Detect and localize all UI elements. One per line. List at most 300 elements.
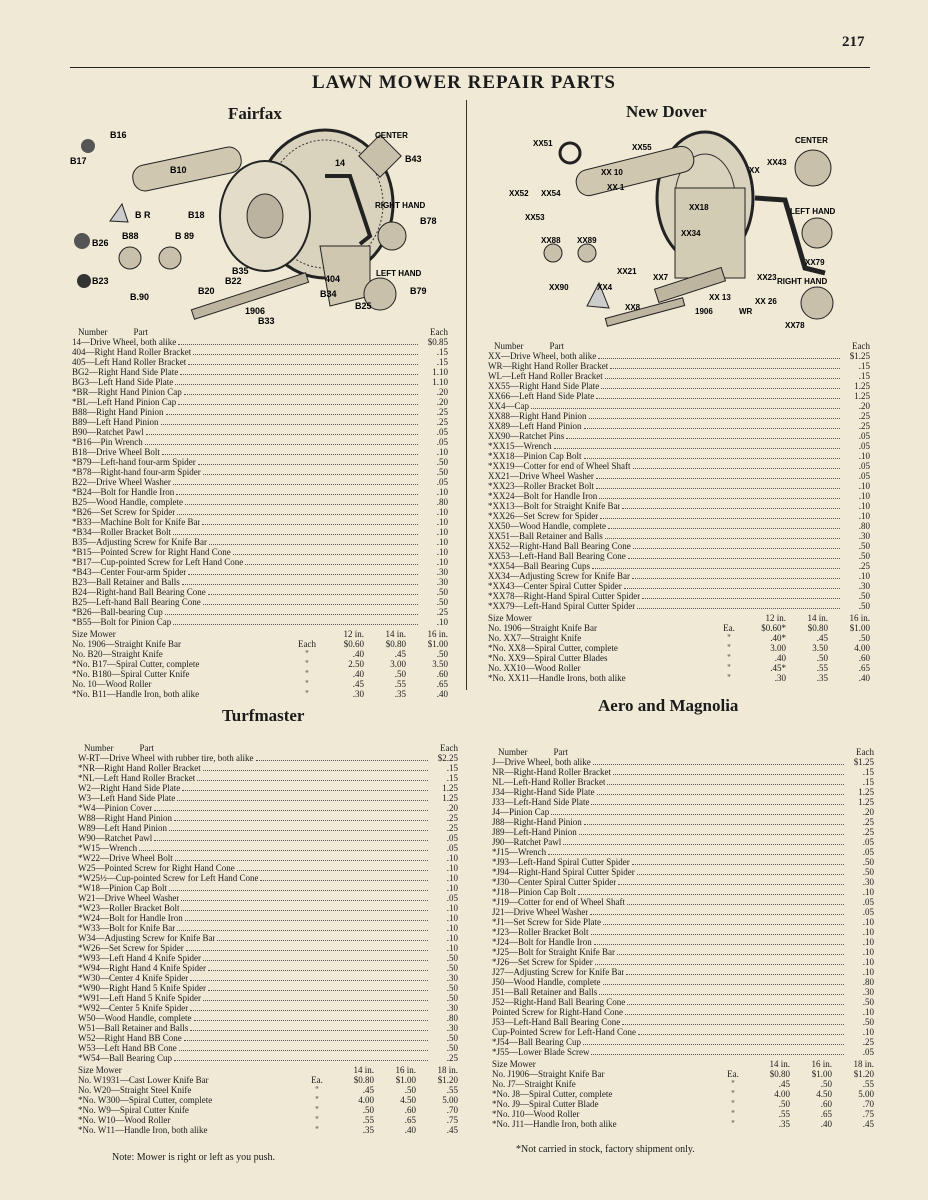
sized-price: 4.50 — [400, 1095, 416, 1105]
part-row — [78, 833, 458, 843]
leader-dots — [584, 817, 844, 825]
part-description: BG3—Left Hand Side Plate — [72, 377, 174, 387]
part-description: *BR—Right Hand Pinion Cap — [72, 387, 182, 397]
leader-dots — [146, 427, 418, 435]
part-price: .10 — [446, 933, 458, 943]
svg-text:RIGHT HAND: RIGHT HAND — [375, 201, 426, 210]
part-description: *J18—Pinion Cap Bolt — [492, 887, 577, 897]
part-description: *XX13—Bolt for Straight Knife Bar — [488, 501, 621, 511]
sized-price: .30 — [774, 673, 786, 683]
part-description: *W23—Roller Bracket Bolt — [78, 903, 180, 913]
part-description: *XX15—Wrench — [488, 441, 552, 451]
leader-dots — [245, 557, 418, 565]
part-row — [492, 907, 874, 917]
sized-price: .40 — [352, 649, 364, 659]
part-row — [488, 401, 870, 411]
part-price: .10 — [446, 883, 458, 893]
leader-dots — [178, 337, 418, 345]
part-price: .05 — [446, 893, 458, 903]
part-row — [492, 867, 874, 877]
part-price: .30 — [436, 567, 448, 577]
part-price: .10 — [862, 917, 874, 927]
fairfax-label-b16: B16 — [110, 130, 127, 140]
part-description: *B34—Roller Bracket Bolt — [72, 527, 171, 537]
part-row — [72, 597, 448, 607]
sized-price: .40 — [774, 653, 786, 663]
leader-dots — [237, 863, 428, 871]
part-description: *XX54—Ball Bearing Cups — [488, 561, 590, 571]
part-price: .25 — [436, 417, 448, 427]
unit: " — [315, 1115, 319, 1125]
part-description: B35—Adjusting Screw for Knife Bar — [72, 537, 207, 547]
header-number: Number — [494, 341, 524, 351]
leader-dots — [531, 401, 840, 409]
leader-dots — [180, 367, 418, 375]
sized-part-row — [492, 1119, 874, 1129]
size-column: 14 in. — [353, 1065, 374, 1075]
part-price: .15 — [862, 777, 874, 787]
sized-part-description: No. J7—Straight Knife — [492, 1079, 576, 1089]
leader-dots — [176, 487, 418, 495]
leader-dots — [596, 481, 840, 489]
leader-dots — [610, 361, 840, 369]
sized-part-description: *No. J10—Wood Roller — [492, 1109, 580, 1119]
part-price: .50 — [436, 587, 448, 597]
leader-dots — [600, 511, 840, 519]
part-row — [492, 967, 874, 977]
part-description: B88—Right Hand Pinion — [72, 407, 164, 417]
part-description: Cup-Pointed Screw for Left-Hand Cone — [492, 1027, 636, 1037]
sized-part-description: *No. XX9—Spiral Cutter Blades — [488, 653, 608, 663]
part-price: .05 — [436, 477, 448, 487]
part-price: .50 — [862, 997, 874, 1007]
part-description: XX—Drive Wheel, both alike — [488, 351, 597, 361]
part-price: .05 — [862, 837, 874, 847]
part-price: .25 — [862, 817, 874, 827]
sized-price: .55 — [446, 1085, 458, 1095]
leader-dots — [591, 797, 844, 805]
sized-price: $1.00 — [811, 1069, 832, 1079]
part-price: .10 — [858, 501, 870, 511]
leader-dots — [178, 397, 418, 405]
sized-price: $1.00 — [849, 623, 870, 633]
part-description: XX51—Ball Retainer and Balls — [488, 531, 603, 541]
unit: " — [315, 1095, 319, 1105]
sized-part-row — [78, 1075, 458, 1085]
leader-dots — [177, 923, 428, 931]
part-description: B90—Ratchet Pawl — [72, 427, 144, 437]
part-description: 404—Right Hand Roller Bracket — [72, 347, 192, 357]
leader-dots — [593, 757, 844, 765]
sized-part-row — [492, 1109, 874, 1119]
sized-part-description: No. J1906—Straight Knife Bar — [492, 1069, 605, 1079]
leader-dots — [598, 351, 840, 359]
leader-dots — [188, 567, 418, 575]
sized-part-row — [72, 679, 448, 689]
leader-dots — [607, 777, 844, 785]
part-row — [492, 1047, 874, 1057]
part-price: .10 — [436, 547, 448, 557]
part-description: *J15—Wrench — [492, 847, 547, 857]
part-price: .30 — [446, 1003, 458, 1013]
aero-magnolia-title: Aero and Magnolia — [598, 696, 739, 715]
part-price: .10 — [862, 927, 874, 937]
part-description: *W93—Left Hand 4 Knife Spider — [78, 953, 201, 963]
part-row — [72, 467, 448, 477]
part-row — [78, 1013, 458, 1023]
part-price: .05 — [446, 843, 458, 853]
leader-dots — [554, 441, 840, 449]
sized-part-row — [488, 673, 870, 683]
sized-part-description: *No. B11—Handle Iron, both alike — [72, 689, 200, 699]
sized-part-row — [72, 689, 448, 699]
sized-price: 3.50 — [812, 643, 828, 653]
part-price: .05 — [436, 427, 448, 437]
part-description: B89—Left Hand Pinion — [72, 417, 159, 427]
part-description: *W25½—Cup-pointed Screw for Left Hand Cone — [78, 873, 259, 883]
part-description: *B43—Center Four-arm Spider — [72, 567, 187, 577]
sized-part-description: *No. B17—Spiral Cutter, complete — [72, 659, 200, 669]
sized-price: .40 — [858, 673, 870, 683]
leader-dots — [599, 491, 840, 499]
sized-price: .65 — [858, 663, 870, 673]
part-row — [78, 753, 458, 763]
size-column: 12 in. — [765, 613, 786, 623]
sized-price: .40 — [820, 1119, 832, 1129]
svg-text:B23: B23 — [92, 276, 109, 286]
part-row — [72, 547, 448, 557]
part-description: W88—Right Hand Pinion — [78, 813, 172, 823]
part-price: .10 — [446, 943, 458, 953]
leader-dots — [632, 857, 844, 865]
leader-dots — [193, 347, 418, 355]
part-price: .10 — [858, 481, 870, 491]
part-row — [78, 853, 458, 863]
part-description: W51—Ball Retainer and Balls — [78, 1023, 189, 1033]
part-description: NR—Right-Hand Roller Bracket — [492, 767, 611, 777]
part-description: J89—Left-Hand Pinion — [492, 827, 577, 837]
part-row — [492, 877, 874, 887]
unit: " — [305, 669, 309, 679]
sized-part-description: *No. W300—Spiral Cutter, complete — [78, 1095, 213, 1105]
part-price: .05 — [858, 441, 870, 451]
unit: " — [315, 1125, 319, 1135]
part-price: .25 — [446, 1053, 458, 1063]
sized-price: $0.80 — [769, 1069, 790, 1079]
part-price: 1.25 — [442, 783, 458, 793]
svg-text:B33: B33 — [258, 316, 275, 326]
part-description: *W15—Wrench — [78, 843, 138, 853]
part-price: .05 — [858, 461, 870, 471]
part-row — [492, 857, 874, 867]
part-description: J50—Wood Handle, complete — [492, 977, 601, 987]
part-description: *B79—Left-hand four-arm Spider — [72, 457, 196, 467]
part-description: 405—Left Hand Roller Bracket — [72, 357, 187, 367]
part-description: XX90—Ratchet Pins — [488, 431, 565, 441]
part-description: *W24—Bolt for Handle Iron — [78, 913, 183, 923]
part-description: XX34—Adjusting Screw for Knife Bar — [488, 571, 630, 581]
part-description: *B33—Machine Bolt for Knife Bar — [72, 517, 201, 527]
page-title: LAWN MOWER REPAIR PARTS — [311, 72, 616, 93]
unit: " — [731, 1089, 735, 1099]
part-row — [72, 517, 448, 527]
leader-dots — [190, 973, 428, 981]
part-row — [72, 477, 448, 487]
unit: " — [727, 663, 731, 673]
svg-text:XX 1: XX 1 — [607, 183, 625, 192]
sized-price: .40 — [436, 689, 448, 699]
leader-dots — [173, 617, 418, 625]
leader-dots — [578, 887, 844, 895]
svg-text:CENTER: CENTER — [795, 136, 828, 145]
part-row — [492, 897, 874, 907]
header-each: Each — [856, 747, 874, 757]
size-label: Size Mower — [72, 629, 116, 639]
part-price: .15 — [862, 767, 874, 777]
part-description: B24—Right-hand Ball Bearing Cone — [72, 587, 206, 597]
leader-dots — [208, 587, 418, 595]
sized-price: $1.20 — [437, 1075, 458, 1085]
part-price: 1.25 — [858, 787, 874, 797]
part-price: .50 — [862, 867, 874, 877]
sized-price: .65 — [436, 679, 448, 689]
sized-price: .35 — [394, 689, 406, 699]
leader-dots — [177, 793, 428, 801]
sized-price: .55 — [816, 663, 828, 673]
part-description: XX89—Left Hand Pinion — [488, 421, 582, 431]
part-row — [492, 1037, 874, 1047]
part-row — [488, 441, 870, 451]
svg-text:WR: WR — [739, 307, 753, 316]
unit: Ea. — [723, 623, 735, 633]
leader-dots — [590, 907, 844, 915]
sized-price: .70 — [862, 1099, 874, 1109]
leader-dots — [217, 933, 428, 941]
svg-text:B R: B R — [135, 210, 151, 220]
part-description: W34—Adjusting Screw for Knife Bar — [78, 933, 216, 943]
part-description: *B55—Bolt for Pinion Cap — [72, 617, 172, 627]
leader-dots — [592, 561, 840, 569]
part-price: .15 — [436, 357, 448, 367]
part-description: *W33—Bolt for Knife Bar — [78, 923, 176, 933]
svg-text:XX21: XX21 — [617, 267, 637, 276]
svg-text:14: 14 — [335, 158, 346, 168]
svg-text:LEFT HAND: LEFT HAND — [790, 207, 836, 216]
part-row — [492, 887, 874, 897]
sized-price: .55 — [778, 1109, 790, 1119]
part-price: .05 — [858, 471, 870, 481]
part-row — [72, 557, 448, 567]
size-column: 14 in. — [769, 1059, 790, 1069]
part-row — [488, 481, 870, 491]
part-row — [492, 917, 874, 927]
part-row — [72, 357, 448, 367]
sized-part-description: *No. J8—Spiral Cutter, complete — [492, 1089, 613, 1099]
part-price: .10 — [446, 873, 458, 883]
part-price: .10 — [436, 527, 448, 537]
unit: " — [305, 649, 309, 659]
part-row — [492, 817, 874, 827]
part-row — [492, 1027, 874, 1037]
part-row — [72, 387, 448, 397]
part-price: .10 — [858, 511, 870, 521]
sized-price: .60 — [820, 1099, 832, 1109]
leader-dots — [603, 917, 844, 925]
svg-text:XX8: XX8 — [625, 303, 641, 312]
unit: " — [731, 1099, 735, 1109]
sized-price: .55 — [862, 1079, 874, 1089]
part-price: .30 — [446, 973, 458, 983]
leader-dots — [208, 983, 428, 991]
part-row — [488, 601, 870, 611]
leader-dots — [597, 787, 845, 795]
svg-text:B.90: B.90 — [130, 292, 150, 302]
unit: " — [305, 689, 309, 699]
part-row — [488, 561, 870, 571]
part-description: *J26—Set Screw for Spider — [492, 957, 593, 967]
part-price: .50 — [436, 457, 448, 467]
part-price: .10 — [436, 557, 448, 567]
part-row — [72, 567, 448, 577]
unit: " — [731, 1119, 735, 1129]
footnote-left: Note: Mower is right or left as you push. — [112, 1152, 276, 1163]
part-description: W2—Right Hand Side Plate — [78, 783, 181, 793]
part-description: *B16—Pin Wrench — [72, 437, 143, 447]
part-description: 14—Drive Wheel, both alike — [72, 337, 177, 347]
sized-price: .35 — [816, 673, 828, 683]
part-price: .10 — [436, 537, 448, 547]
sized-price: .50 — [778, 1099, 790, 1109]
leader-dots — [566, 431, 840, 439]
part-price: .25 — [858, 561, 870, 571]
part-price: .20 — [436, 397, 448, 407]
part-description: *NR—Right Hand Roller Bracket — [78, 763, 201, 773]
sized-price: .75 — [862, 1109, 874, 1119]
part-price: .50 — [862, 1017, 874, 1027]
part-description: *B78—Right-hand four-arm Spider — [72, 467, 201, 477]
leader-dots — [175, 853, 428, 861]
part-price: .10 — [862, 967, 874, 977]
part-row — [492, 807, 874, 817]
part-description: *B26—Set Screw for Spider — [72, 507, 176, 517]
svg-text:RIGHT HAND: RIGHT HAND — [777, 277, 828, 286]
part-price: .50 — [446, 1043, 458, 1053]
size-header — [488, 613, 870, 623]
sized-price: .65 — [404, 1115, 416, 1125]
part-description: J33—Left-Hand Side Plate — [492, 797, 590, 807]
part-price: .10 — [436, 487, 448, 497]
leader-dots — [169, 883, 428, 891]
sized-part-row — [78, 1115, 458, 1125]
header-part: Part — [133, 327, 148, 337]
part-price: $0.85 — [427, 337, 448, 347]
part-price: $1.25 — [849, 351, 870, 361]
sized-price: $0.80 — [385, 639, 406, 649]
sized-price: 3.00 — [770, 643, 786, 653]
part-row — [78, 773, 458, 783]
svg-text:B 89: B 89 — [175, 231, 195, 241]
part-description: XX53—Left-Hand Ball Bearing Cone — [488, 551, 626, 561]
sized-part-row — [488, 623, 870, 633]
sized-price: .60 — [436, 669, 448, 679]
part-row — [488, 371, 870, 381]
parts-header — [488, 341, 870, 351]
svg-text:XX7: XX7 — [653, 273, 669, 282]
leader-dots — [233, 547, 418, 555]
svg-text:XX54: XX54 — [541, 189, 561, 198]
part-description: *J30—Center Spiral Cutter Spider — [492, 877, 617, 887]
sized-price: $0.60* — [761, 623, 786, 633]
part-price: .10 — [858, 571, 870, 581]
sized-part-row — [488, 633, 870, 643]
svg-text:XX 10: XX 10 — [601, 168, 623, 177]
part-row — [78, 763, 458, 773]
leader-dots — [628, 551, 840, 559]
sized-price: 5.00 — [858, 1089, 874, 1099]
part-row — [488, 501, 870, 511]
leader-dots — [181, 893, 428, 901]
part-row — [78, 823, 458, 833]
part-description: *W92—Center 5 Knife Spider — [78, 1003, 189, 1013]
part-description: J53—Left-Hand Ball Bearing Cone — [492, 1017, 621, 1027]
leader-dots — [190, 1003, 428, 1011]
part-price: .10 — [436, 617, 448, 627]
leader-dots — [185, 497, 418, 505]
aero-magnolia-parts-list — [492, 747, 874, 1129]
part-description: W21—Drive Wheel Washer — [78, 893, 180, 903]
part-price: .15 — [446, 773, 458, 783]
part-price: .10 — [446, 913, 458, 923]
fairfax-parts-diagram — [70, 126, 450, 326]
part-price: .20 — [446, 803, 458, 813]
leader-dots — [633, 461, 840, 469]
sized-price: $0.60 — [343, 639, 364, 649]
size-column: 16 in. — [427, 629, 448, 639]
leader-dots — [162, 447, 418, 455]
header-each: Each — [430, 327, 448, 337]
part-row — [72, 527, 448, 537]
part-price: .50 — [862, 857, 874, 867]
leader-dots — [185, 913, 428, 921]
page-number: 217 — [842, 34, 865, 50]
leader-dots — [579, 827, 844, 835]
part-price: .10 — [862, 887, 874, 897]
sized-price: .45 — [778, 1079, 790, 1089]
svg-text:B18: B18 — [188, 210, 205, 220]
leader-dots — [184, 387, 418, 395]
sized-price: .40 — [404, 1125, 416, 1135]
part-row — [492, 1007, 874, 1017]
part-price: .50 — [858, 541, 870, 551]
leader-dots — [624, 581, 840, 589]
part-price: .25 — [436, 407, 448, 417]
header-part: Part — [139, 743, 154, 753]
part-row — [72, 407, 448, 417]
part-description: XX55—Right Hand Side Plate — [488, 381, 600, 391]
part-row — [488, 521, 870, 531]
part-description: J27—Adjusting Screw for Knife Bar — [492, 967, 625, 977]
leader-dots — [173, 477, 418, 485]
sized-price: 4.00 — [774, 1089, 790, 1099]
part-row — [488, 381, 870, 391]
part-price: .50 — [446, 983, 458, 993]
part-row — [78, 873, 458, 883]
leader-dots — [637, 601, 840, 609]
sized-price: .70 — [446, 1105, 458, 1115]
sized-part-description: *No. B180—Spiral Cutter Knife — [72, 669, 190, 679]
sized-part-row — [72, 669, 448, 679]
part-price: .80 — [436, 497, 448, 507]
